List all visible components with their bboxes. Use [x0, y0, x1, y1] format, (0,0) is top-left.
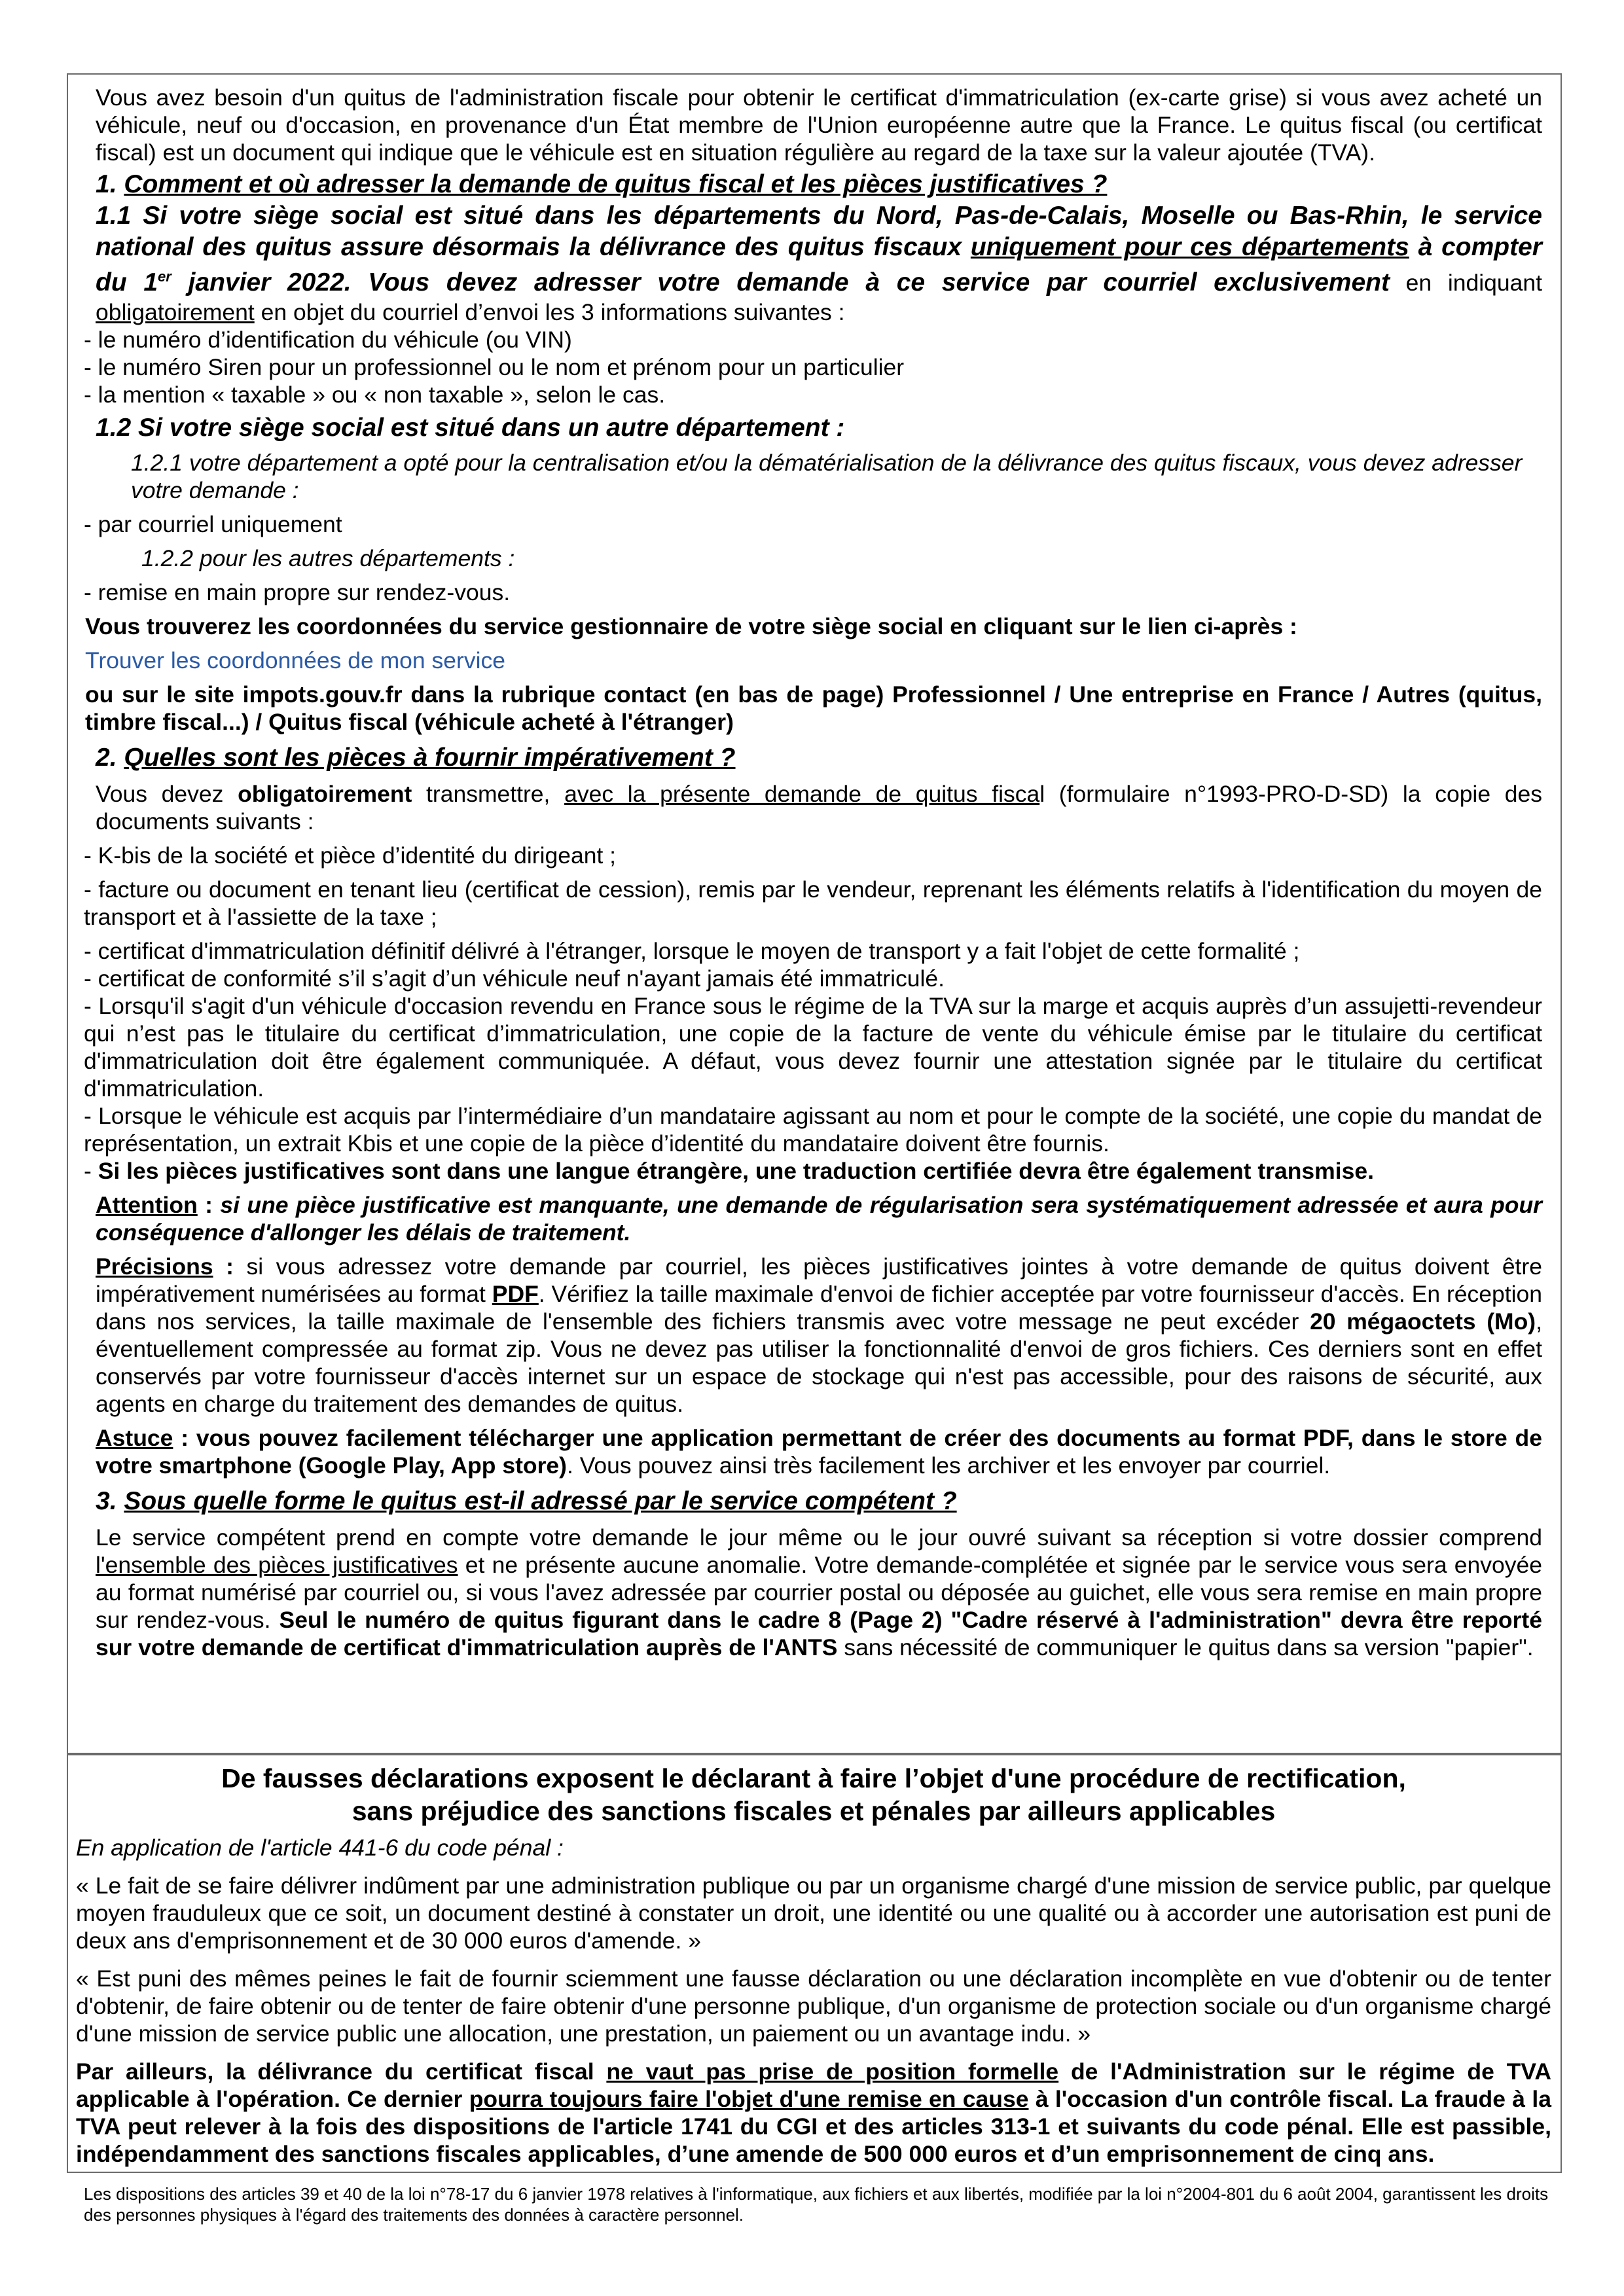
s2-item-certificat: - certificat d'immatriculation définitif délivré à l'étranger, lorsque le moyen de transport y a fait l'objet de cette formalité ;: [84, 938, 1300, 964]
s11-obligatoirement: obligatoirement: [96, 299, 255, 325]
section-2-title: Quelles sont les pièces à fournir impérativement ?: [124, 744, 736, 772]
s2-underlined: avec la présente demande de quitus fisca: [564, 781, 1040, 807]
attention-paragraph: [85, 1191, 1542, 1246]
coordinates-text: Vous trouverez les coordonnées du service gestionnaire de votre siège social en cliquant sur le lien ci-après :: [85, 613, 1297, 639]
section-3-heading: [85, 1486, 1542, 1517]
precisions-text-a: si vous adressez votre demande par courriel, les pièces justificatives jointes à votre demande de quitus doivent être impérativement numérisées au format: [96, 1253, 1542, 1307]
s2-item-occasion: - Lorsqu'il s'agit d'un véhicule d'occasion revendu en France sous le régime de la TVA sur la marge et acquis auprès d’un assujetti-revendeur qui n’est pas le titulaire du certificat d’immatriculation, une copie de la facture de vente du véhicule émise par le titulaire du certificat d'immatriculation doit être également communiquée. A défaut, vous devez fournir une attestation signée par le titulaire du certificat d'immatriculation.: [84, 993, 1542, 1102]
s2-text-a: Vous devez: [96, 781, 238, 807]
warning-title: [76, 1762, 1551, 1827]
section-1-2-1-text: 1.2.1 votre département a opté pour la centralisation et/ou la dématérialisation de la délivrance des quitus fiscaux, vous devez adresser votre demande :: [131, 450, 1523, 503]
s3-text-c: sans nécessité de communiquer le quitus dans sa version "papier".: [837, 1634, 1534, 1660]
section-2-number: 2.: [96, 744, 124, 772]
s11-item-vin: - le numéro d’identification du véhicule (ou VIN): [84, 327, 572, 353]
penal-code-reference: En application de l'article 441-6 du code pénal :: [76, 1835, 564, 1861]
precisions-size: 20 mégaoctets (Mo): [1310, 1308, 1536, 1335]
astuce-text: . Vous pouvez ainsi très facilement les archiver et les envoyer par courriel.: [566, 1452, 1331, 1479]
s3-text-a: Le service compétent prend en compte votre demande le jour même ou le jour ouvré suivant sa réception si votre dossier comprend: [96, 1524, 1542, 1551]
astuce-colon: :: [173, 1425, 196, 1451]
s121-item: - par courriel uniquement: [84, 511, 342, 537]
s11-item-siren: - le numéro Siren pour un professionnel ou le nom et prénom pour un particulier: [84, 354, 905, 380]
precisions-paragraph: [85, 1253, 1542, 1418]
s11-text-b: à compter du 1: [96, 233, 1542, 296]
tva-warning-paragraph: [76, 2058, 1551, 2168]
section-1-2-2-text: 1.2.2 pour les autres départements :: [141, 545, 515, 571]
tva-underlined-2: pourra toujours faire l'objet d'une remise en cause: [469, 2086, 1029, 2112]
tva-underlined-1: ne vaut pas prise de position formelle: [606, 2058, 1059, 2085]
s2-item-mandataire: - Lorsque le véhicule est acquis par l’intermédiaire d’un mandataire agissant au nom et pour le compte de la société, une copie du mandat de représentation, un extrait Kbis et une copie de la pièce d’identité du mandataire doivent être fournis.: [84, 1103, 1542, 1157]
s11-text-d: en indiquant: [1389, 270, 1543, 296]
precisions-label: Précisions: [96, 1253, 213, 1280]
impots-site-text: ou sur le site impots.gouv.fr dans la rubrique contact (en bas de page) Professionnel / Une entreprise en France / Autres (quitus, timbre fiscal...) / Quitus fiscal (véhicule acheté à l'étranger): [85, 681, 1542, 735]
s2-item-traduction: [84, 1157, 1542, 1185]
s2-item-traduction-text: Si les pièces justificatives sont dans une langue étrangère, une traduction certifiée devra être également transmise.: [98, 1158, 1374, 1184]
section-3-title: Sous quelle forme le quitus est-il adressé par le service compétent ?: [124, 1487, 957, 1515]
s2-obligatoirement: obligatoirement: [238, 781, 412, 807]
s2-text-c: transmettre,: [412, 781, 565, 807]
s11-superscript: er: [158, 268, 171, 285]
s2-item-kbis: - K-bis de la société et pièce d’identité du dirigeant ;: [84, 842, 617, 869]
main-content: [85, 84, 1542, 1661]
attention-colon: :: [197, 1192, 221, 1218]
warning-content: [76, 1762, 1551, 2168]
s11-text-a: 1.1 Si votre siège social est situé dans les départements du Nord, Pas-de-Calais, Moselle ou Bas-Rhin, le service national des quitus assure désormais la délivrance des quitus fiscaux: [96, 202, 1542, 261]
precisions-colon: :: [213, 1253, 247, 1280]
s3-bold-text: Seul le numéro de quitus figurant dans le cadre 8 (Page 2) "Cadre réservé à l'administration" devra être reporté sur votre demande de certificat d'immatriculation auprès de l'ANTS: [96, 1607, 1542, 1660]
section-1-title: Comment et où adresser la demande de quitus fiscal et les pièces justificatives ?: [124, 170, 1108, 198]
s11-underlined: uniquement pour ces départements: [970, 233, 1409, 261]
penal-quote-1: « Le fait de se faire délivrer indûment par une administration publique ou par un organisme chargé d'une mission de service public, par quelque moyen frauduleux que ce soit, un document destiné à constater un droit, une identité ou une qualité ou à accorder une autorisation est puni de deux ans d'emprisonnement et de 30 000 euros d'amende. »: [76, 1873, 1551, 1954]
s2-item-traduction-dash: -: [84, 1158, 98, 1184]
astuce-paragraph: [85, 1424, 1542, 1479]
s11-text-c: janvier 2022. Vous devez adresser votre demande à ce service par courriel exclusivement: [171, 268, 1390, 296]
s11-text-e: en objet du courriel d’envoi les 3 informations suivantes :: [254, 299, 845, 325]
s2-item-conformite: - certificat de conformité s’il s’agit d’un véhicule neuf n'ayant jamais été immatriculé.: [84, 965, 945, 992]
astuce-label: Astuce: [96, 1425, 173, 1451]
intro-paragraph: Vous avez besoin d'un quitus de l'administration fiscale pour obtenir le certificat d'immatriculation (ex-carte grise) si vous avez acheté un véhicule, neuf ou d'occasion, en provenance d'un État membre de l'Union européenne autre que la France. Le quitus fiscal (ou certificat fiscal) est un document qui indique que le véhicule est en situation régulière au regard de la taxe sur la valeur ajoutée (TVA).: [96, 84, 1542, 166]
s2-item-facture: - facture ou document en tenant lieu (certificat de cession), remis par le vendeur, reprenant les éléments relatifs à l'identification du moyen de transport et à l'assiette de la taxe ;: [84, 876, 1542, 930]
tva-text-a: Par ailleurs, la délivrance du certificat fiscal: [76, 2058, 607, 2085]
section-2-intro: [85, 780, 1542, 835]
astuce-bold-text: vous pouvez facilement télécharger une application permettant de créer des documents au format PDF, dans le store de votre smartphone (Google Play, App store): [96, 1425, 1542, 1479]
find-service-link[interactable]: Trouver les coordonnées de mon service: [85, 647, 505, 673]
tva-text-c: à l'occasion d'un contrôle fiscal. La fraude à la TVA peut relever à la fois des dispositions de l'article 1741 du CGI et des articles 313-1 et suivants du code pénal. Elle est passible, indépendamment des sanctions fiscales applicables, d’une amende de 500 000 euros et d’un emprisonnement de cinq ans.: [76, 2086, 1551, 2167]
precisions-text-c: , éventuellement compressée au format zip. Vous ne devez pas utiliser la fonctionnalité d'envoi de gros fichiers. Ces derniers sont en effet conservés par votre fournisseur d'accès internet sur un espace de stockage qui n'est pas accessible, pour des raisons de sécurité, aux agents en charge du traitement des demandes de quitus.: [96, 1308, 1542, 1417]
section-1-number: 1.: [96, 170, 124, 198]
precisions-text-b: . Vérifiez la taille maximale d'envoi de fichier acceptée par votre fournisseur d'accès. En réception dans nos services, la taille maximale de l'ensemble des fichiers transmis avec votre message ne peut excéder: [96, 1281, 1542, 1335]
section-2-heading: [85, 742, 1542, 774]
tva-text-b: de l'Administration sur le régime de TVA applicable à l'opération. Ce dernier: [76, 2058, 1551, 2112]
precisions-pdf: PDF: [492, 1281, 539, 1307]
penal-quote-2: « Est puni des mêmes peines le fait de fournir sciemment une fausse déclaration ou une déclaration incomplète en vue d'obtenir ou de tenter d'obtenir, de faire obtenir ou de tenter de faire obtenir d'une personne publique, d'un organisme de protection sociale ou d'un organisme chargé d'une mission de service public une allocation, une prestation, un paiement ou un avantage indu. »: [76, 1965, 1551, 2047]
warning-title-line-1: De fausses déclarations exposent le déclarant à faire l’objet d'une procédure de rectification,: [221, 1763, 1406, 1793]
s3-text-b: et ne présente aucune anomalie. Votre demande-complétée et signée par le service vous sera envoyée au format numérisé par courriel ou, si vous l'avez adressée par courrier postal ou déposée au guichet, elle vous sera remise en main propre sur rendez-vous.: [96, 1552, 1543, 1633]
warning-title-line-2: sans préjudice des sanctions fiscales et pénales par ailleurs applicables: [352, 1796, 1276, 1826]
s11-item-mention: - la mention « taxable » ou « non taxable », selon le cas.: [84, 382, 666, 408]
section-1-2-heading: 1.2 Si votre siège social est situé dans un autre département :: [96, 414, 845, 442]
privacy-footer: Les dispositions des articles 39 et 40 de la loi n°78-17 du 6 janvier 1978 relatives à l'informatique, aux fichiers et aux libertés, modifiée par la loi n°2004-801 du 6 août 2004, garantissent les droits des personnes physiques à l'égard des traitements des données à caractère personnel.: [84, 2184, 1549, 2225]
section-1-heading: [85, 169, 1542, 200]
s122-item: - remise en main propre sur rendez-vous.: [84, 579, 511, 605]
s2-text-d: l (formulaire n°1993-PRO-D-SD) la copie des documents suivants :: [96, 781, 1542, 834]
attention-text: si une pièce justificative est manquante, une demande de régularisation sera systématiquement adressée et aura pour conséquence d'allonger les délais de traitement.: [96, 1192, 1542, 1246]
section-3-number: 3.: [96, 1487, 124, 1515]
section-3-paragraph: [85, 1524, 1542, 1661]
attention-label: Attention: [96, 1192, 198, 1218]
s3-underlined: l'ensemble des pièces justificatives: [96, 1552, 458, 1578]
section-1-1-paragraph: [85, 200, 1542, 326]
